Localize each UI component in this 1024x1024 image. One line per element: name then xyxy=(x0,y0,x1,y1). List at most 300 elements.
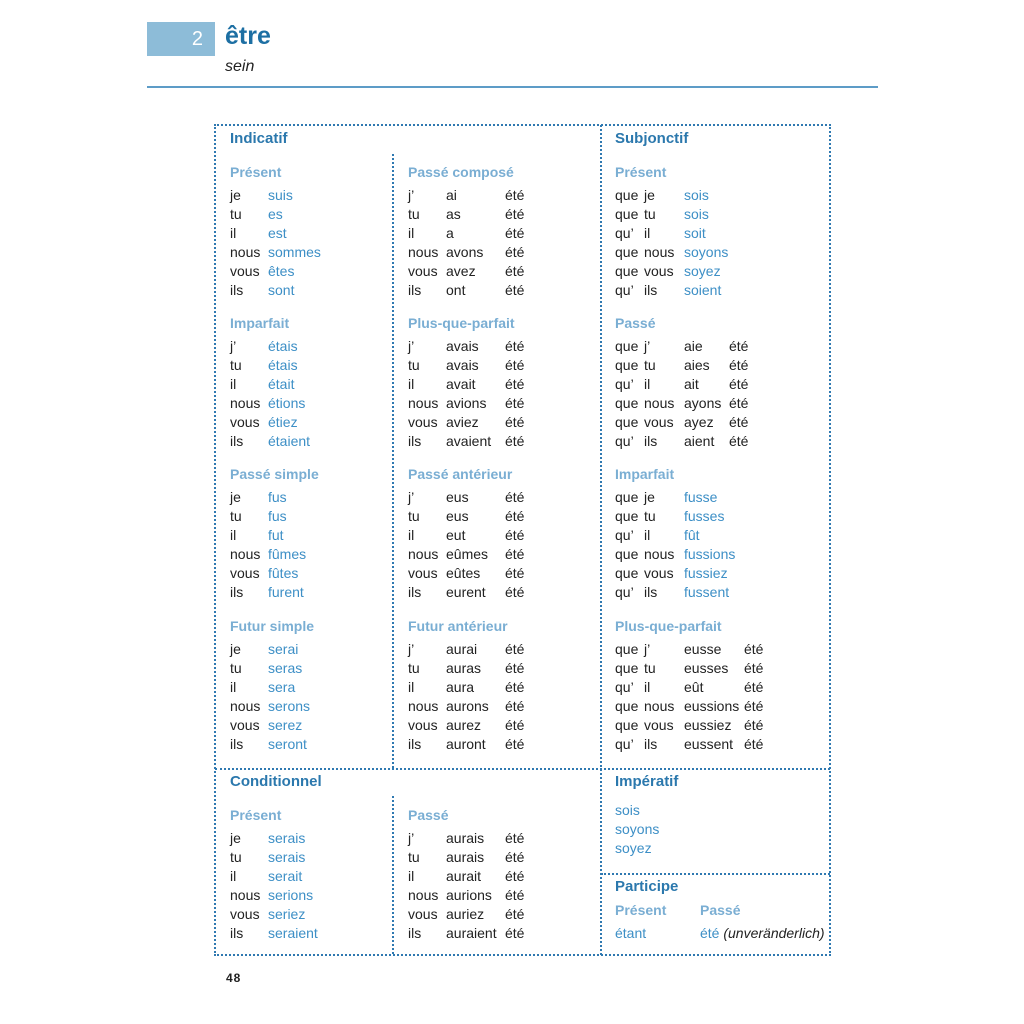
subjonctif-present-list xyxy=(615,186,825,300)
pronoun: nous xyxy=(230,887,261,903)
imperatif-list xyxy=(615,801,815,858)
conjugation-row xyxy=(615,659,825,678)
indicatif-present-list xyxy=(230,186,390,300)
pronoun: nous xyxy=(408,546,439,562)
pronoun: ils xyxy=(230,736,244,752)
conjugation-row xyxy=(408,545,598,564)
conjugation-row xyxy=(408,640,598,659)
pronoun: tu xyxy=(644,357,656,373)
verb-form: étiez xyxy=(268,414,298,430)
que: que xyxy=(615,698,639,714)
conjugation-row xyxy=(408,905,598,924)
auxiliary: eurent xyxy=(446,584,486,600)
verb-form: étais xyxy=(268,357,298,373)
que: qu’ xyxy=(615,376,634,392)
indicatif-plus-que-parfait-list xyxy=(408,337,598,451)
auxiliary: aurai xyxy=(446,641,478,657)
conditionnel-inner-divider xyxy=(392,796,394,954)
verb-form: seront xyxy=(268,736,307,752)
pronoun: nous xyxy=(408,395,439,411)
pronoun: ils xyxy=(230,584,244,600)
conjugation-row xyxy=(230,432,390,451)
auxiliary: eût xyxy=(684,679,704,695)
past-participle: été xyxy=(505,414,525,430)
pronoun: tu xyxy=(408,508,420,524)
auxiliary: avons xyxy=(446,244,484,260)
conjugation-row xyxy=(408,583,598,602)
auxiliary: auront xyxy=(446,736,486,752)
pronoun: nous xyxy=(230,698,261,714)
conjugation-row xyxy=(408,867,598,886)
indicatif-passe-compose-list xyxy=(408,186,598,300)
conjugation-row xyxy=(408,243,598,262)
tense-title: Passé simple xyxy=(230,466,319,482)
auxiliary: eussent xyxy=(684,736,734,752)
auxiliary: avions xyxy=(446,395,487,411)
conjugation-row xyxy=(230,488,390,507)
que: que xyxy=(615,565,639,581)
conjugation-row xyxy=(615,432,825,451)
auxiliary: aurez xyxy=(446,717,482,733)
tense-title: Passé composé xyxy=(408,164,514,180)
past-participle: été xyxy=(505,660,525,676)
verb-form: suis xyxy=(268,187,293,203)
participe-divider xyxy=(601,873,830,875)
verb-form: étais xyxy=(268,338,298,354)
que: que xyxy=(615,187,639,203)
conjugation-row xyxy=(615,205,825,224)
past-participle: été xyxy=(505,830,525,846)
pronoun: vous xyxy=(230,717,260,733)
tense-title: Présent xyxy=(615,164,667,180)
conjugation-row xyxy=(408,659,598,678)
pronoun: il xyxy=(408,376,415,392)
pronoun: je xyxy=(230,489,241,505)
auxiliary: eusses xyxy=(684,660,729,676)
auxiliary: eûtes xyxy=(446,565,481,581)
conjugation-row xyxy=(230,243,390,262)
verb-number-badge: 2 xyxy=(147,22,215,56)
auxiliary: eussiez xyxy=(684,717,732,733)
pronoun: vous xyxy=(408,565,438,581)
verb-form: soyons xyxy=(684,244,729,260)
conjugation-row xyxy=(408,375,598,394)
que: que xyxy=(615,206,639,222)
past-participle: été xyxy=(505,849,525,865)
subjonctif-plus-que-parfait-list xyxy=(615,640,825,754)
pronoun: j’ xyxy=(408,830,415,846)
past-participle: été xyxy=(505,698,525,714)
pronoun: j’ xyxy=(408,338,415,354)
tense-title: Passé xyxy=(408,807,449,823)
pronoun: tu xyxy=(230,357,242,373)
conjugation-row xyxy=(230,413,390,432)
past-participle: été xyxy=(505,489,525,505)
tense-title: Futur antérieur xyxy=(408,618,508,634)
conjugation-row xyxy=(408,262,598,281)
auxiliary: a xyxy=(446,225,454,241)
subjonctif-imparfait-list xyxy=(615,488,825,602)
que: qu’ xyxy=(615,584,634,600)
page-number: 48 xyxy=(226,971,242,985)
past-participle: été xyxy=(505,187,525,203)
pronoun: vous xyxy=(408,717,438,733)
conjugation-row xyxy=(230,697,390,716)
conjugation-row xyxy=(615,262,825,281)
pronoun: je xyxy=(644,489,655,505)
verb-form: serions xyxy=(268,887,314,903)
auxiliary: ait xyxy=(684,376,699,392)
verb-form: soient xyxy=(684,282,722,298)
conjugation-row xyxy=(408,186,598,205)
auxiliary: eus xyxy=(446,489,469,505)
participe-passe-group xyxy=(700,925,825,941)
que: que xyxy=(615,357,639,373)
conjugation-row xyxy=(230,886,390,905)
pronoun: il xyxy=(644,679,651,695)
conjugation-row xyxy=(230,640,390,659)
pronoun: j’ xyxy=(230,338,237,354)
past-participle: été xyxy=(729,338,749,354)
que: que xyxy=(615,338,639,354)
indicatif-inner-divider xyxy=(392,154,394,768)
past-participle: été xyxy=(729,433,749,449)
conjugation-row xyxy=(408,337,598,356)
auxiliary: eusse xyxy=(684,641,722,657)
main-column-divider xyxy=(600,125,602,955)
past-participle: été xyxy=(744,679,764,695)
auxiliary: aie xyxy=(684,338,703,354)
verb-form: soit xyxy=(684,225,706,241)
conjugation-row xyxy=(230,375,390,394)
conjugation-row xyxy=(408,564,598,583)
pronoun: tu xyxy=(408,660,420,676)
conjugation-row xyxy=(615,583,825,602)
tense-title: Plus-que-parfait xyxy=(408,315,515,331)
pronoun: j’ xyxy=(408,187,415,203)
conjugation-row xyxy=(230,545,390,564)
conjugation-row xyxy=(408,735,598,754)
participe-passe-form: été xyxy=(700,925,720,941)
pronoun: tu xyxy=(230,206,242,222)
auxiliary: aurais xyxy=(446,849,485,865)
verb-form: fut xyxy=(268,527,284,543)
pronoun: ils xyxy=(408,433,422,449)
past-participle: été xyxy=(729,414,749,430)
que: qu’ xyxy=(615,225,634,241)
verb-form: était xyxy=(268,376,295,392)
conjugation-row xyxy=(408,205,598,224)
auxiliary: ont xyxy=(446,282,466,298)
pronoun: je xyxy=(230,641,241,657)
verb-form: serais xyxy=(268,830,306,846)
auxiliary: auraient xyxy=(446,925,497,941)
participe-passe-label: Passé xyxy=(700,902,741,918)
conjugation-row xyxy=(230,735,390,754)
verb-form: fussiez xyxy=(684,565,728,581)
auxiliary: auras xyxy=(446,660,482,676)
conjugation-row xyxy=(615,735,825,754)
que: que xyxy=(615,263,639,279)
tense-title: Passé antérieur xyxy=(408,466,513,482)
conjugation-row xyxy=(408,224,598,243)
auxiliary: aviez xyxy=(446,414,479,430)
indicatif-passe-simple-list xyxy=(230,488,390,602)
pronoun: il xyxy=(408,679,415,695)
pronoun: nous xyxy=(644,698,675,714)
conditionnel-title: Conditionnel xyxy=(230,773,322,790)
que: que xyxy=(615,717,639,733)
past-participle: été xyxy=(505,717,525,733)
past-participle: été xyxy=(744,698,764,714)
conjugation-row xyxy=(408,413,598,432)
conjugation-row xyxy=(408,526,598,545)
tense-title: Futur simple xyxy=(230,618,315,634)
verb-form: serons xyxy=(268,698,311,714)
conjugation-row xyxy=(230,205,390,224)
conjugation-row xyxy=(615,716,825,735)
auxiliary: avez xyxy=(446,263,476,279)
imperatif-title: Impératif xyxy=(615,773,679,790)
que: que xyxy=(615,414,639,430)
tense-title: Présent xyxy=(230,807,282,823)
conjugation-row xyxy=(408,848,598,867)
conjugation-row xyxy=(230,924,390,943)
que: que xyxy=(615,641,639,657)
auxiliary: aurais xyxy=(446,830,485,846)
conditionnel-present-list xyxy=(230,829,390,943)
past-participle: été xyxy=(505,263,525,279)
verb-form: fus xyxy=(268,508,287,524)
verb-form: sont xyxy=(268,282,295,298)
que: que xyxy=(615,546,639,562)
verb-form: soyez xyxy=(684,263,721,279)
pronoun: nous xyxy=(644,395,675,411)
pronoun: ils xyxy=(644,433,658,449)
pronoun: ils xyxy=(408,736,422,752)
verb-form: étions xyxy=(268,395,306,411)
past-participle: été xyxy=(744,641,764,657)
conjugation-row xyxy=(615,697,825,716)
past-participle: été xyxy=(729,395,749,411)
imperatif-form xyxy=(615,820,815,839)
tense-title: Plus-que-parfait xyxy=(615,618,722,634)
pronoun: ils xyxy=(644,584,658,600)
header-rule xyxy=(147,86,878,88)
conjugation-row xyxy=(230,564,390,583)
pronoun: tu xyxy=(408,206,420,222)
auxiliary: eus xyxy=(446,508,469,524)
que: que xyxy=(615,660,639,676)
que: qu’ xyxy=(615,282,634,298)
verb-form: fus xyxy=(268,489,287,505)
pronoun: ils xyxy=(408,584,422,600)
auxiliary: aura xyxy=(446,679,475,695)
verb-form: serez xyxy=(268,717,303,733)
past-participle: été xyxy=(744,736,764,752)
pronoun: vous xyxy=(408,263,438,279)
indicatif-futur-simple-list xyxy=(230,640,390,754)
verb-form: étaient xyxy=(268,433,311,449)
past-participle: été xyxy=(744,660,764,676)
pronoun: vous xyxy=(230,414,260,430)
pronoun: il xyxy=(408,225,415,241)
conjugation-row xyxy=(230,507,390,526)
auxiliary: ayez xyxy=(684,414,714,430)
auxiliary: aies xyxy=(684,357,710,373)
participe-present-label: Présent xyxy=(615,902,667,918)
pronoun: nous xyxy=(644,546,675,562)
pronoun: nous xyxy=(408,244,439,260)
conjugation-row xyxy=(230,659,390,678)
participe-note: (unveränderlich) xyxy=(723,925,825,941)
verb-form: furent xyxy=(268,584,304,600)
indicatif-title: Indicatif xyxy=(230,130,288,147)
pronoun: vous xyxy=(644,414,674,430)
que: qu’ xyxy=(615,433,634,449)
pronoun: ils xyxy=(408,925,422,941)
conjugation-row xyxy=(230,281,390,300)
verb-form: fussent xyxy=(684,584,730,600)
past-participle: été xyxy=(729,357,749,373)
past-participle: été xyxy=(729,376,749,392)
que: que xyxy=(615,489,639,505)
conjugation-row xyxy=(615,640,825,659)
pronoun: nous xyxy=(230,546,261,562)
conjugation-row xyxy=(230,262,390,281)
auxiliary: eussions xyxy=(684,698,740,714)
auxiliary: aurait xyxy=(446,868,482,884)
past-participle: été xyxy=(505,565,525,581)
conjugation-row xyxy=(615,413,825,432)
conjugation-row xyxy=(230,583,390,602)
subjonctif-title: Subjonctif xyxy=(615,130,689,147)
past-participle: été xyxy=(505,282,525,298)
pronoun: tu xyxy=(408,357,420,373)
conjugation-row xyxy=(230,224,390,243)
pronoun: il xyxy=(230,868,237,884)
auxiliary: avaient xyxy=(446,433,492,449)
past-participle: été xyxy=(505,433,525,449)
conjugation-row xyxy=(615,526,825,545)
indicatif-imparfait-list xyxy=(230,337,390,451)
pronoun: vous xyxy=(644,263,674,279)
pronoun: tu xyxy=(230,849,242,865)
verb-form: es xyxy=(268,206,283,222)
pronoun: il xyxy=(408,527,415,543)
conjugation-row xyxy=(408,488,598,507)
pronoun: j’ xyxy=(408,641,415,657)
que: que xyxy=(615,395,639,411)
conjugation-row xyxy=(408,356,598,375)
pronoun: ils xyxy=(230,433,244,449)
conjugation-row xyxy=(230,829,390,848)
conjugation-row xyxy=(408,678,598,697)
conjugation-row xyxy=(615,564,825,583)
verb-form: fût xyxy=(684,527,700,543)
pronoun: ils xyxy=(230,925,244,941)
conjugation-row xyxy=(615,545,825,564)
conjugation-row xyxy=(230,356,390,375)
verb-form: sommes xyxy=(268,244,321,260)
verb-form: sera xyxy=(268,679,296,695)
conjugation-row xyxy=(230,867,390,886)
verb-form: soyez xyxy=(615,840,652,856)
conjugation-row xyxy=(230,905,390,924)
pronoun: vous xyxy=(230,565,260,581)
auxiliary: avais xyxy=(446,357,479,373)
pronoun: je xyxy=(230,830,241,846)
indicatif-passe-anterieur-list xyxy=(408,488,598,602)
pronoun: nous xyxy=(230,395,261,411)
pronoun: vous xyxy=(230,263,260,279)
que: qu’ xyxy=(615,527,634,543)
auxiliary: eûmes xyxy=(446,546,489,562)
past-participle: été xyxy=(505,225,525,241)
pronoun: il xyxy=(230,679,237,695)
conjugation-row xyxy=(615,678,825,697)
past-participle: été xyxy=(505,679,525,695)
auxiliary: aient xyxy=(684,433,715,449)
conjugation-row xyxy=(230,186,390,205)
conjugation-row xyxy=(408,507,598,526)
conjugation-row xyxy=(230,526,390,545)
pronoun: nous xyxy=(644,244,675,260)
conjugation-row xyxy=(230,394,390,413)
pronoun: vous xyxy=(644,565,674,581)
verb-title: être xyxy=(225,22,271,50)
past-participle: été xyxy=(505,868,525,884)
tense-title: Présent xyxy=(230,164,282,180)
pronoun: vous xyxy=(644,717,674,733)
past-participle: été xyxy=(505,925,525,941)
verb-translation: sein xyxy=(225,58,255,75)
pronoun: il xyxy=(644,527,651,543)
conjugation-row xyxy=(230,848,390,867)
conjugation-row xyxy=(408,924,598,943)
pronoun: vous xyxy=(408,906,438,922)
auxiliary: ayons xyxy=(684,395,722,411)
verb-form: fûtes xyxy=(268,565,299,581)
past-participle: été xyxy=(505,641,525,657)
verb-form: fussions xyxy=(684,546,736,562)
pronoun: vous xyxy=(408,414,438,430)
pronoun: nous xyxy=(408,698,439,714)
participe-title: Participe xyxy=(615,878,679,895)
conjugation-row xyxy=(408,394,598,413)
conjugation-row xyxy=(615,488,825,507)
conjugation-row xyxy=(230,337,390,356)
conjugation-row xyxy=(615,243,825,262)
past-participle: été xyxy=(505,357,525,373)
auxiliary: as xyxy=(446,206,461,222)
past-participle: été xyxy=(505,338,525,354)
pronoun: ils xyxy=(644,282,658,298)
pronoun: j’ xyxy=(408,489,415,505)
past-participle: été xyxy=(744,717,764,733)
pronoun: nous xyxy=(408,887,439,903)
tense-title: Imparfait xyxy=(615,466,675,482)
verb-form: seras xyxy=(268,660,303,676)
auxiliary: aurions xyxy=(446,887,492,903)
tense-title: Passé xyxy=(615,315,656,331)
auxiliary: auriez xyxy=(446,906,485,922)
conjugation-row xyxy=(615,507,825,526)
conjugation-row xyxy=(408,281,598,300)
past-participle: été xyxy=(505,584,525,600)
indicatif-futur-anterieur-list xyxy=(408,640,598,754)
past-participle: été xyxy=(505,206,525,222)
